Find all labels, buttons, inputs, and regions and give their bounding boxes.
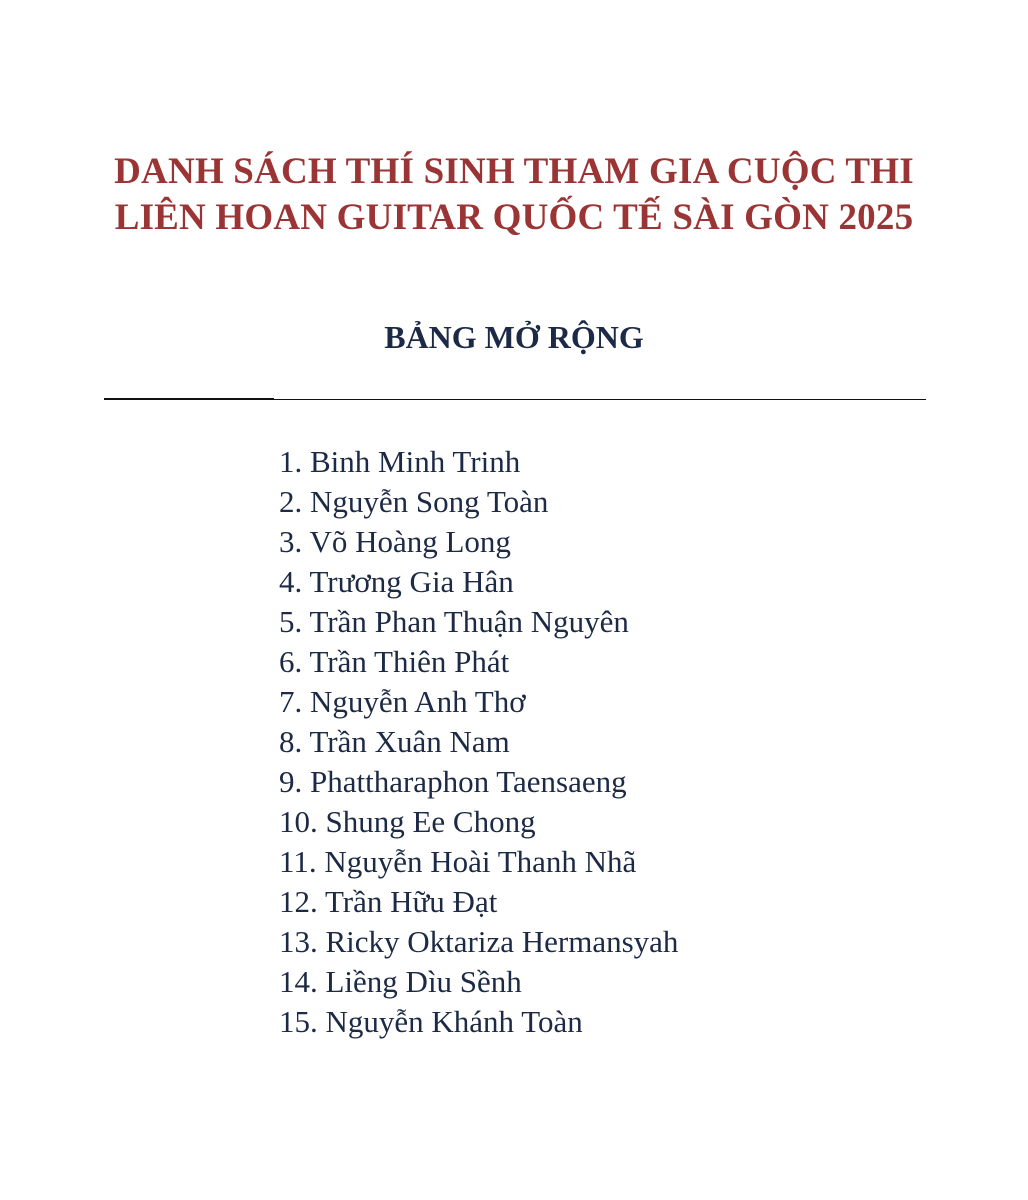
title-line-1: DANH SÁCH THÍ SINH THAM GIA CUỘC THI [114,151,914,192]
list-item: 6. Trần Thiên Phát [279,644,510,679]
document-title [0,149,1028,241]
list-item: 8. Trần Xuân Nam [279,724,510,759]
list-item: 7. Nguyễn Anh Thơ [279,684,526,719]
list-item: 11. Nguyễn Hoài Thanh Nhã [279,844,637,879]
list-item: 5. Trần Phan Thuận Nguyên [279,604,629,639]
divider-accent [104,398,274,400]
list-item: 1. Binh Minh Trinh [279,444,521,479]
list-item: 2. Nguyễn Song Toàn [279,484,549,519]
list-item: 13. Ricky Oktariza Hermansyah [279,924,679,959]
list-item: 3. Võ Hoàng Long [279,524,511,559]
participant-list [279,442,678,1042]
list-item: 12. Trần Hữu Đạt [279,884,498,919]
list-item: 14. Liềng Dìu Sềnh [279,964,522,999]
section-subtitle: BẢNG MỞ RỘNG [384,319,644,355]
list-item: 10. Shung Ee Chong [279,804,536,839]
list-item: 9. Phattharaphon Taensaeng [279,764,627,799]
list-item: 4. Trương Gia Hân [279,564,514,599]
list-item: 15. Nguyễn Khánh Toàn [279,1004,583,1039]
title-line-2: LIÊN HOAN GUITAR QUỐC TẾ SÀI GÒN 2025 [114,197,914,238]
